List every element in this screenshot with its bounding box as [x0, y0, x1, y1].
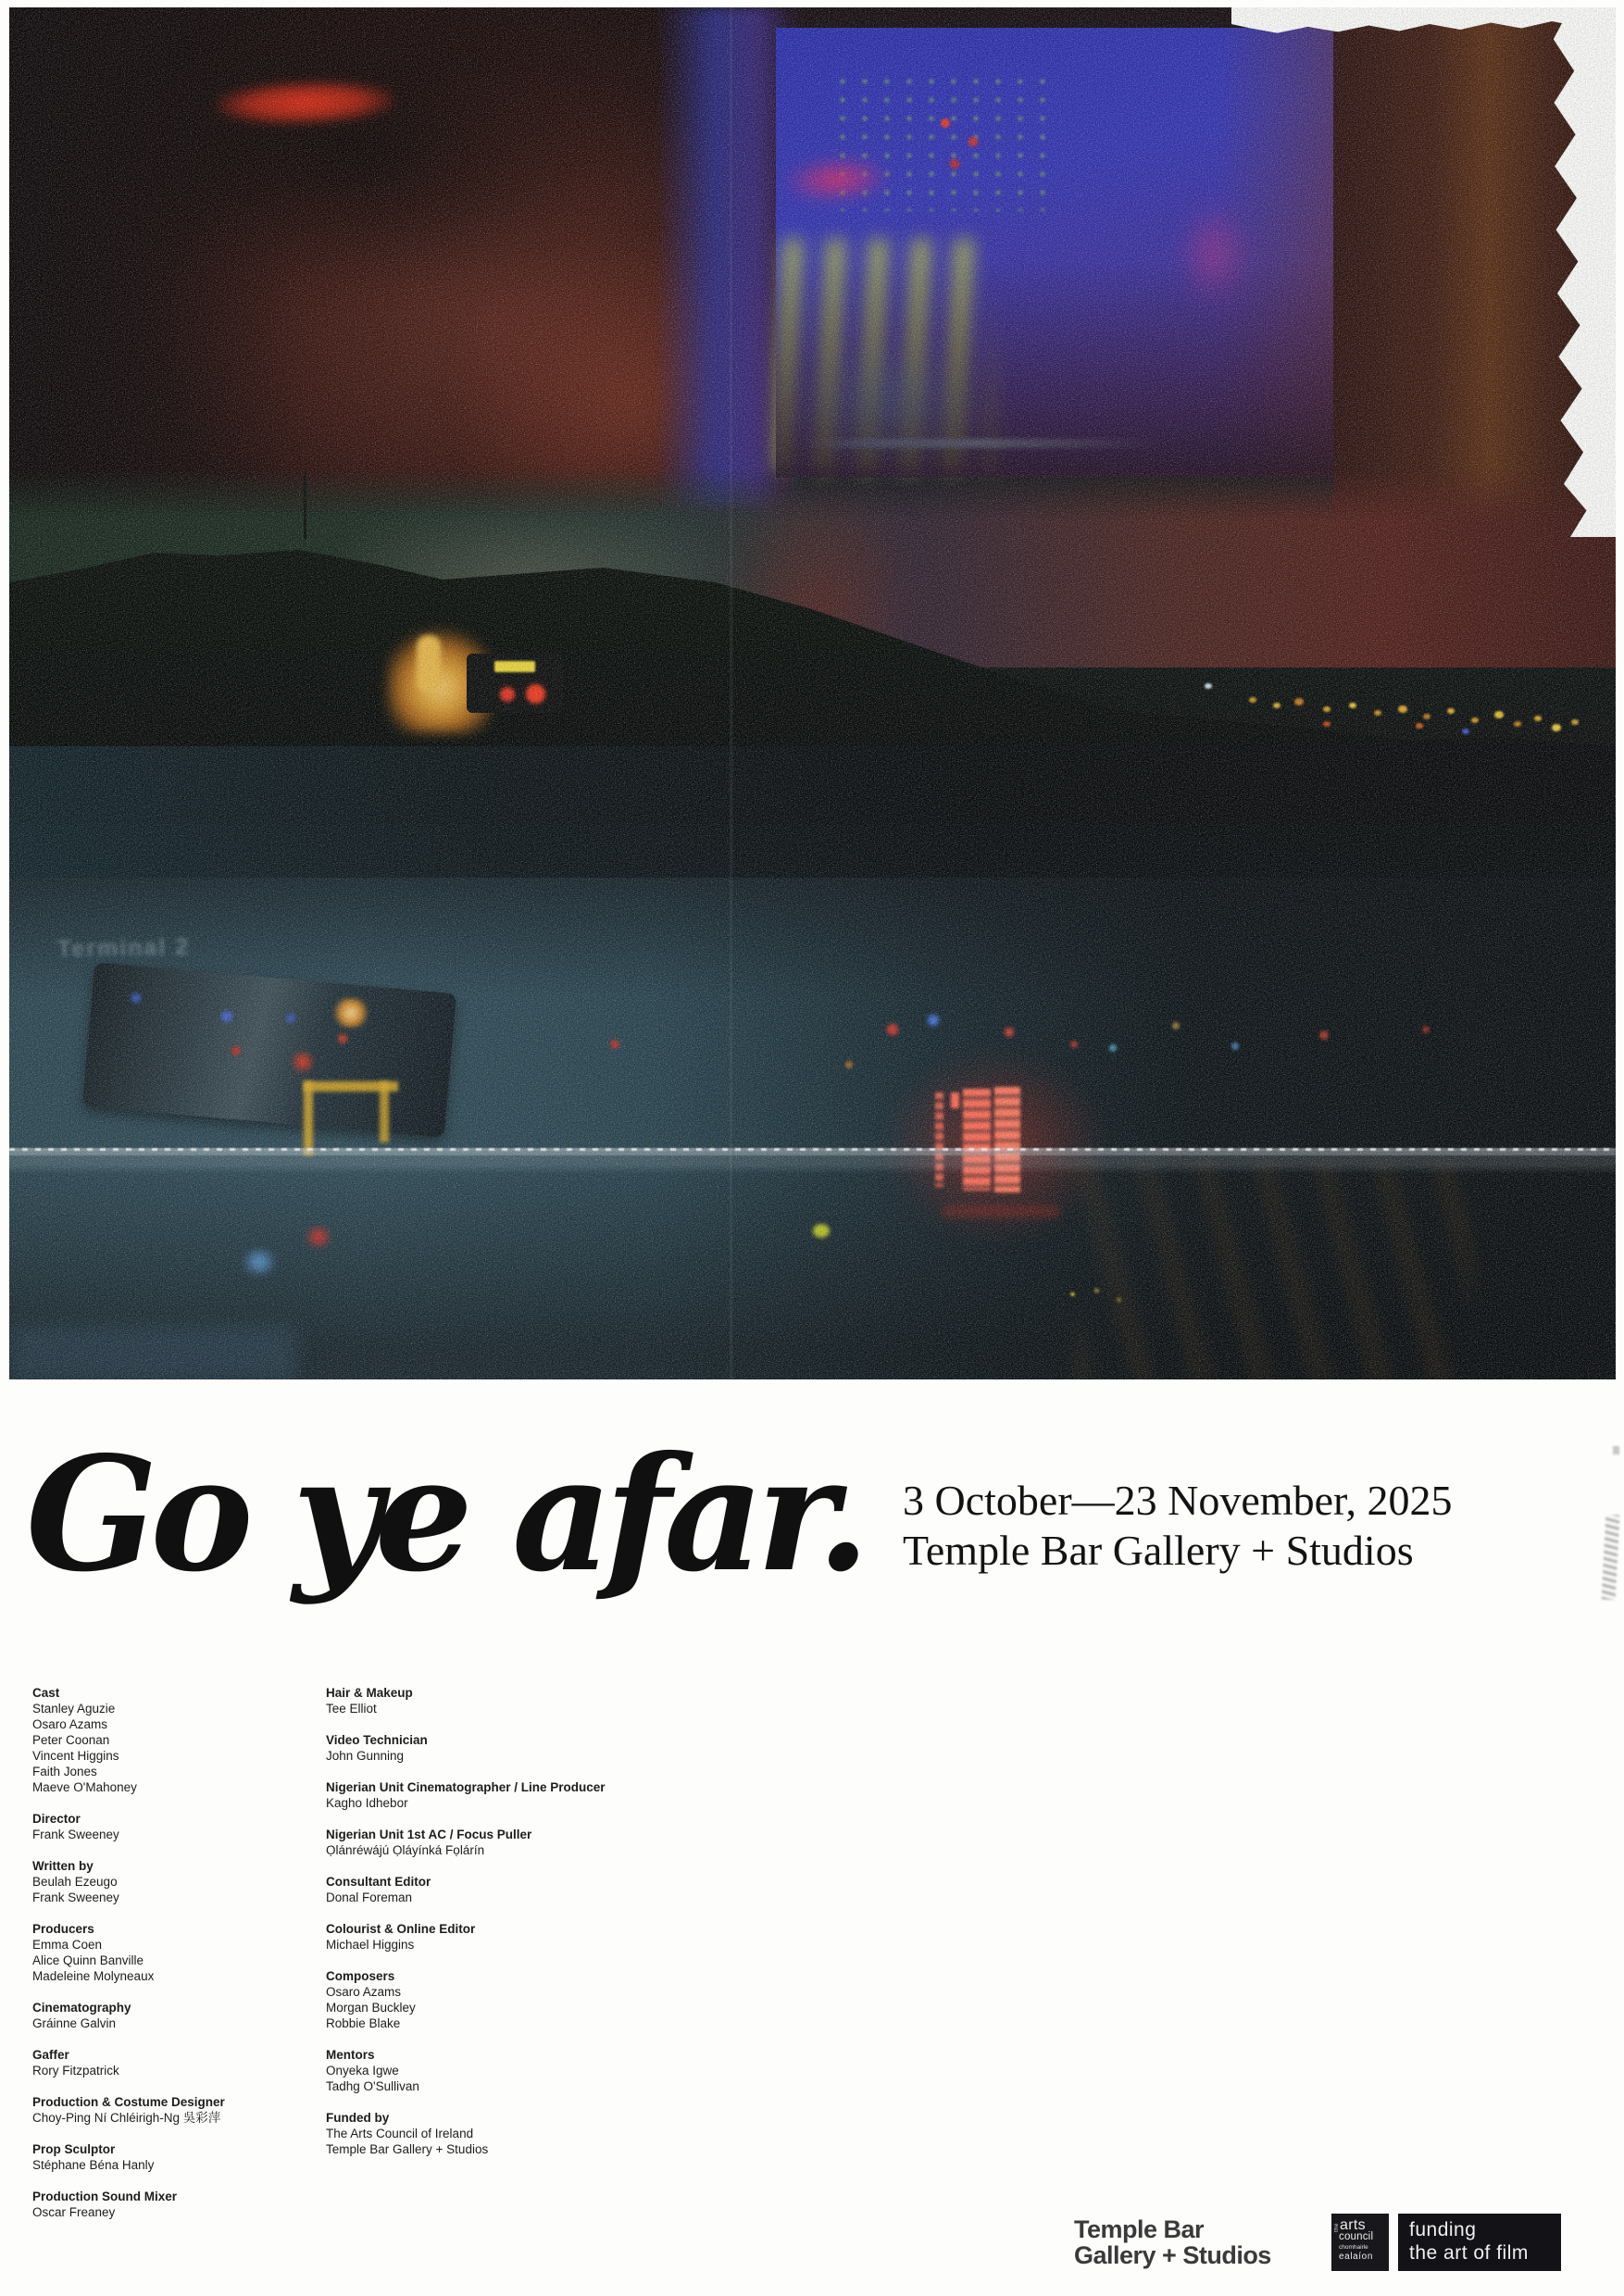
credit-role: Hair & Makeup: [326, 1686, 413, 1700]
exhibition-dates: 3 October—23 November, 2025: [903, 1477, 1453, 1524]
arts-council-logo: [1331, 2214, 1389, 2271]
credit-name: Gráinne Galvin: [32, 2016, 117, 2030]
funding-the-art-of-film-logo: [1398, 2214, 1561, 2271]
arts-council-arts: arts: [1340, 2217, 1366, 2233]
credit-name: The Arts Council of Ireland: [326, 2127, 474, 2140]
credit-name: Temple Bar Gallery + Studios: [326, 2142, 489, 2156]
credit-group: [326, 1827, 724, 1858]
credit-name: John Gunning: [326, 1749, 405, 1763]
credit-name: Peter Coonan: [32, 1733, 110, 1747]
film-grain-dark: [9, 7, 1616, 1379]
credit-group: [32, 2189, 310, 2220]
arts-council-chomhairle: chomhairle: [1339, 2244, 1368, 2251]
scan-edge-smudge: [1602, 1515, 1620, 1601]
credit-role: Consultant Editor: [326, 1875, 431, 1889]
arts-council-ealaion: ealaíon: [1339, 2252, 1374, 2262]
exhibition-venue: Temple Bar Gallery + Studios: [903, 1527, 1414, 1574]
credit-name: Vincent Higgins: [32, 1749, 119, 1763]
credit-name: Ọlánréwájú Ọláyínká Fọlárín: [326, 1843, 485, 1857]
funding-line2: the art of film: [1409, 2242, 1529, 2264]
arts-council-council: council: [1339, 2231, 1374, 2242]
credit-name: Onyeka Igwe: [326, 2064, 399, 2078]
arts-council-the: the: [1334, 2223, 1340, 2232]
credit-role: Colourist & Online Editor: [326, 1922, 476, 1936]
credit-name: Michael Higgins: [326, 1938, 415, 1952]
credit-group: [326, 1685, 724, 1716]
credit-group: [326, 1921, 724, 1953]
poster-photo: [9, 7, 1616, 1379]
credits-column-right: [326, 1685, 724, 2173]
credit-role: Cinematography: [32, 2001, 131, 2015]
credit-name: Osaro Azams: [326, 1985, 402, 1999]
credit-name: Frank Sweeney: [32, 1828, 119, 1841]
credit-group: [32, 1921, 310, 1984]
credit-group: [32, 2000, 310, 2031]
scan-edge-mark: [1613, 1446, 1619, 1454]
credit-name: Emma Coen: [32, 1938, 103, 1952]
credit-role: Producers: [32, 1922, 94, 1936]
credit-name: Oscar Freaney: [32, 2205, 116, 2219]
arts-council-logo-row: [1331, 2214, 1389, 2232]
credit-name: Madeleine Molyneaux: [32, 1969, 155, 1983]
credit-group: [326, 2047, 724, 2094]
credit-name: Donal Foreman: [326, 1890, 413, 1904]
credit-name: Maeve O'Mahoney: [32, 1780, 137, 1794]
credit-group: [32, 1811, 310, 1842]
credit-group: [32, 2047, 310, 2078]
credit-group: [32, 2094, 310, 2126]
credit-role: Gaffer: [32, 2048, 69, 2062]
credit-role: Production Sound Mixer: [32, 2190, 178, 2203]
credit-role: Funded by: [326, 2111, 390, 2125]
credit-name: Alice Quinn Banville: [32, 1953, 144, 1967]
credit-role: Mentors: [326, 2048, 375, 2062]
credit-group: [32, 1858, 310, 1905]
exhibition-title: Go ye afar.: [26, 1422, 864, 1607]
credit-name: Frank Sweeney: [32, 1890, 119, 1904]
credit-name: Beulah Ezeugo: [32, 1875, 118, 1889]
credit-role: Nigerian Unit Cinematographer / Line Producer: [326, 1780, 606, 1794]
credit-name: Faith Jones: [32, 1765, 97, 1778]
credit-group: [32, 2141, 310, 2173]
credit-name: Kagho Idhebor: [326, 1796, 408, 1810]
exhibition-dates-venue: [903, 1476, 1452, 1576]
credit-name: Rory Fitzpatrick: [32, 2064, 119, 2078]
gallery-logo-line1: Temple Bar: [1074, 2215, 1205, 2243]
funding-line1: funding: [1409, 2219, 1477, 2240]
credit-name: Morgan Buckley: [326, 2001, 416, 2015]
credit-role: Prop Sculptor: [32, 2142, 116, 2156]
credit-role: Production & Costume Designer: [32, 2095, 225, 2109]
temple-bar-gallery-logo: [1074, 2216, 1271, 2268]
credit-name: Tee Elliot: [326, 1702, 377, 1716]
credit-name: Tadhg O'Sullivan: [326, 2079, 419, 2093]
credit-name: Choy-Ping Ní Chléirigh-Ng 吳彩萍: [32, 2111, 221, 2125]
credit-role: Written by: [32, 1859, 94, 1873]
credit-group: [326, 1779, 724, 1811]
credit-group: [326, 1732, 724, 1764]
credit-role: Composers: [326, 1969, 395, 1983]
credit-role: Director: [32, 1812, 81, 1826]
credit-name: Stéphane Béna Hanly: [32, 2158, 155, 2172]
credit-group: [326, 2110, 724, 2157]
credit-name: Robbie Blake: [326, 2016, 401, 2030]
credit-role: Nigerian Unit 1st AC / Focus Puller: [326, 1828, 532, 1841]
credit-name: Stanley Aguzie: [32, 1702, 116, 1716]
credits-column-left: [32, 1685, 310, 2236]
credit-name: Osaro Azams: [32, 1717, 108, 1731]
credit-group: [32, 1685, 310, 1795]
credit-group: [326, 1874, 724, 1905]
gallery-logo-line2: Gallery + Studios: [1074, 2241, 1271, 2269]
credit-role: Video Technician: [326, 1733, 428, 1747]
credit-role: Cast: [32, 1686, 60, 1700]
credit-group: [326, 1968, 724, 2031]
